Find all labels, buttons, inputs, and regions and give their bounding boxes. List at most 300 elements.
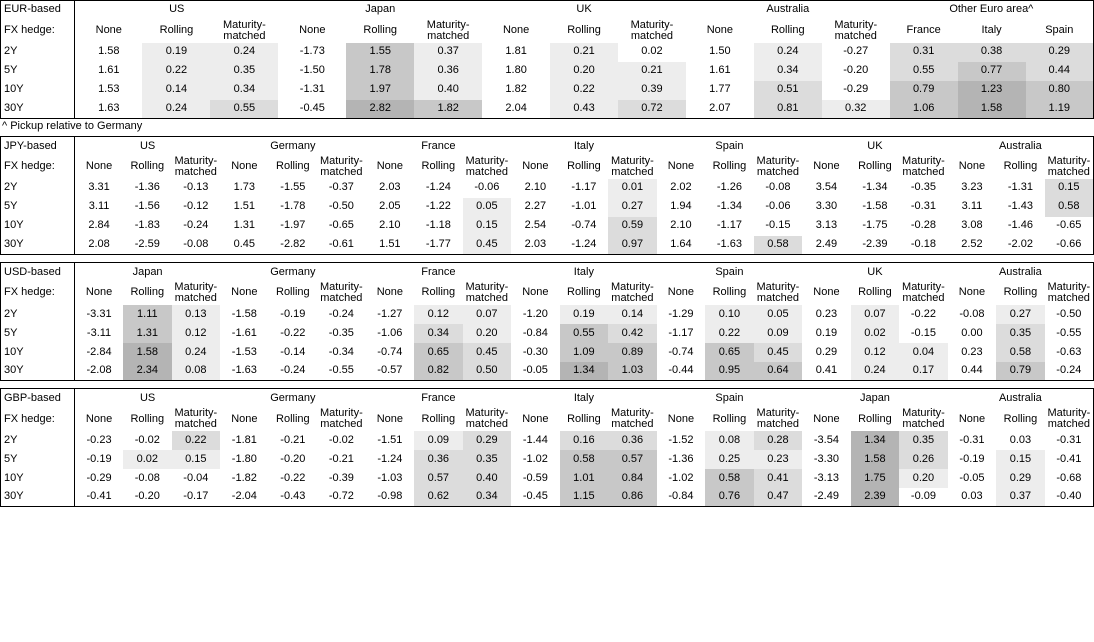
hedge-column-header: Rolling (421, 286, 456, 299)
data-cell: 1.61 (75, 62, 143, 81)
tenor-label: 10Y (1, 469, 75, 488)
hedge-column-header: Rolling (567, 286, 601, 299)
data-cell: 1.09 (560, 343, 609, 362)
data-cell: 0.24 (754, 43, 822, 62)
table-row (1, 431, 1094, 450)
data-cell: 0.44 (948, 362, 997, 381)
data-cell: -0.45 (278, 100, 346, 119)
hedge-column-header: Maturity-matched (902, 154, 945, 179)
data-cell: 0.34 (754, 62, 822, 81)
base-currency-label: EUR-based (1, 1, 75, 20)
data-cell: 1.19 (1026, 100, 1094, 119)
data-cell: -1.20 (511, 305, 560, 324)
data-cell: 0.47 (754, 488, 803, 507)
market-group-header: Japan (859, 391, 890, 404)
data-cell: -0.31 (1045, 431, 1094, 450)
data-cell: -0.06 (754, 198, 803, 217)
tenor-label: 30Y (1, 100, 75, 119)
data-cell: 0.36 (608, 431, 657, 450)
market-group-header: Spain (715, 139, 744, 152)
hedge-column-header: None (376, 412, 403, 425)
tenor-label: 5Y (1, 324, 75, 343)
data-cell: 0.95 (705, 362, 754, 381)
data-cell: -1.61 (220, 324, 269, 343)
hedge-column-header: None (958, 412, 986, 425)
data-cell: 2.39 (851, 488, 900, 507)
data-cell: -1.31 (996, 179, 1045, 198)
data-cell: -0.22 (899, 305, 948, 324)
data-cell: 0.34 (210, 81, 278, 100)
data-cell: -0.12 (172, 198, 221, 217)
table-row (1, 488, 1094, 507)
table-row (1, 198, 1094, 217)
data-cell: 0.50 (463, 362, 512, 381)
data-cell: -1.34 (851, 179, 900, 198)
data-cell: -0.21 (269, 431, 318, 450)
data-cell: 0.58 (754, 236, 803, 255)
data-cell: 0.23 (754, 450, 803, 469)
data-cell: -0.37 (317, 179, 366, 198)
hedge-column-header: Maturity-matched (465, 154, 509, 179)
market-group-header: Germany (270, 265, 316, 278)
data-cell: 0.27 (608, 198, 657, 217)
data-cell: -1.18 (414, 217, 463, 236)
data-cell: -3.11 (75, 324, 124, 343)
hedge-column-header: Maturity-matched (1047, 154, 1091, 179)
data-cell: -0.40 (1045, 488, 1094, 507)
hedge-column-header: None (667, 286, 695, 299)
data-cell: -0.29 (822, 81, 890, 100)
data-cell: -1.77 (414, 236, 463, 255)
hedge-column-header: Maturity-matched (902, 406, 945, 431)
market-group-header: France (421, 139, 456, 152)
data-cell: 2.03 (366, 179, 415, 198)
data-cell: 0.12 (851, 343, 900, 362)
data-cell: 0.55 (560, 324, 609, 343)
data-cell: 0.44 (1026, 62, 1094, 81)
data-cell: -0.24 (269, 362, 318, 381)
data-cell: 0.19 (802, 324, 851, 343)
data-cell: 2.10 (366, 217, 415, 236)
data-cell: -1.80 (220, 450, 269, 469)
hedge-column-header: None (231, 160, 258, 173)
data-cell: -0.08 (123, 469, 172, 488)
data-cell: 1.58 (958, 100, 1026, 119)
hedge-column-header: None (706, 24, 734, 37)
data-cell: -0.02 (317, 431, 366, 450)
data-cell: -3.31 (75, 305, 124, 324)
hedge-column-header: Rolling (712, 412, 747, 425)
data-cell: -0.08 (754, 179, 803, 198)
data-cell: -1.73 (278, 43, 346, 62)
hedge-column-header: None (376, 160, 403, 173)
fx-hedge-label: FX hedge: (1, 408, 75, 431)
data-cell: -1.50 (278, 62, 346, 81)
data-cell: 2.03 (511, 236, 560, 255)
data-cell: 1.61 (686, 62, 754, 81)
data-cell: 0.01 (608, 179, 657, 198)
data-cell: -1.58 (220, 305, 269, 324)
data-cell: 1.58 (851, 450, 900, 469)
market-group-header: US (139, 391, 156, 404)
data-cell: 0.35 (996, 324, 1045, 343)
tenor-label: 5Y (1, 198, 75, 217)
data-cell: 0.09 (414, 431, 463, 450)
data-cell: -1.43 (996, 198, 1045, 217)
tenor-label: 2Y (1, 179, 75, 198)
hedge-column-header: None (813, 412, 840, 425)
data-cell: 0.39 (618, 81, 686, 100)
data-cell: 0.29 (996, 469, 1045, 488)
data-cell: -0.61 (317, 236, 366, 255)
hedge-column-header: None (522, 412, 549, 425)
data-cell: 0.10 (705, 305, 754, 324)
fx-hedge-label: FX hedge: (1, 282, 75, 305)
data-cell: 1.73 (220, 179, 269, 198)
table-row (1, 43, 1094, 62)
data-cell: -2.04 (220, 488, 269, 507)
data-cell: 0.40 (414, 81, 482, 100)
data-cell: 2.10 (657, 217, 706, 236)
data-cell: 0.79 (996, 362, 1045, 381)
data-cell: 0.29 (1026, 43, 1094, 62)
data-cell: 1.82 (414, 100, 482, 119)
data-cell: -2.84 (75, 343, 124, 362)
hedge-column-header: Spain (1045, 24, 1074, 37)
market-group-header: France (421, 265, 456, 278)
data-cell: 0.20 (463, 324, 512, 343)
table-row (1, 236, 1094, 255)
data-cell: -1.82 (220, 469, 269, 488)
data-cell: 0.79 (890, 81, 958, 100)
data-cell: -0.15 (899, 324, 948, 343)
data-cell: 1.64 (657, 236, 706, 255)
data-cell: -3.30 (802, 450, 851, 469)
data-cell: -0.66 (1045, 236, 1094, 255)
market-group-header: Germany (270, 391, 316, 404)
data-cell: -1.29 (657, 305, 706, 324)
data-cell: 0.25 (705, 450, 754, 469)
data-cell: 0.22 (550, 81, 618, 100)
data-cell: 0.02 (618, 43, 686, 62)
tenor-label: 5Y (1, 62, 75, 81)
hedge-column-header: None (502, 24, 530, 37)
data-cell: 0.16 (560, 431, 609, 450)
market-group-header: Japan (365, 3, 396, 16)
data-cell: 0.03 (948, 488, 997, 507)
data-cell: 0.45 (754, 343, 803, 362)
data-cell: -0.20 (822, 62, 890, 81)
data-cell: -0.24 (1045, 362, 1094, 381)
hedge-column-header: Rolling (712, 160, 747, 173)
hedge-column-header: Rolling (770, 24, 805, 37)
data-cell: -0.84 (657, 488, 706, 507)
data-cell: 0.26 (899, 450, 948, 469)
tenor-label: 10Y (1, 343, 75, 362)
data-cell: 0.02 (123, 450, 172, 469)
market-group-header: Australia (998, 265, 1042, 278)
data-cell: 0.89 (608, 343, 657, 362)
data-cell: -0.31 (948, 431, 997, 450)
data-cell: 1.53 (75, 81, 143, 100)
hedge-column-header: France (906, 24, 941, 37)
data-cell: -0.05 (948, 469, 997, 488)
data-cell: 0.29 (802, 343, 851, 362)
data-cell: 0.21 (550, 43, 618, 62)
data-cell: -2.49 (802, 488, 851, 507)
data-cell: 0.08 (172, 362, 221, 381)
table-row (1, 450, 1094, 469)
data-cell: 1.34 (560, 362, 609, 381)
data-cell: 0.31 (890, 43, 958, 62)
data-cell: 2.84 (75, 217, 124, 236)
data-cell: 3.30 (802, 198, 851, 217)
data-cell: 2.54 (511, 217, 560, 236)
hedge-column-header: Rolling (712, 286, 747, 299)
hedge-column-header: Rolling (421, 160, 456, 173)
data-cell: -2.59 (123, 236, 172, 255)
data-cell: 0.32 (822, 100, 890, 119)
data-cell: -0.27 (822, 43, 890, 62)
data-cell: -0.28 (899, 217, 948, 236)
table-row (1, 100, 1094, 119)
data-cell: 0.36 (414, 450, 463, 469)
table-spacer (0, 255, 1094, 262)
data-cell: -0.50 (317, 198, 366, 217)
data-cell: -0.34 (317, 343, 366, 362)
data-cell: 0.15 (996, 450, 1045, 469)
data-cell: -0.05 (511, 362, 560, 381)
data-cell: 0.72 (618, 100, 686, 119)
data-cell: -0.41 (75, 488, 124, 507)
hedge-column-header: Rolling (276, 286, 310, 299)
data-cell: -1.56 (123, 198, 172, 217)
data-cell: -1.31 (278, 81, 346, 100)
hedge-column-header: Rolling (130, 286, 165, 299)
data-cell: -0.22 (269, 324, 318, 343)
hedge-column-header: Rolling (858, 286, 892, 299)
data-cell: 0.02 (851, 324, 900, 343)
fx-hedge-label: FX hedge: (1, 156, 75, 179)
data-cell: 2.05 (366, 198, 415, 217)
data-cell: 0.22 (705, 324, 754, 343)
data-cell: 0.57 (608, 450, 657, 469)
data-cell: 0.13 (172, 305, 221, 324)
hedge-column-header: Rolling (567, 412, 601, 425)
data-cell: -0.09 (899, 488, 948, 507)
market-group-header: Australia (998, 139, 1042, 152)
data-cell: 0.12 (414, 305, 463, 324)
data-cell: -0.20 (269, 450, 318, 469)
data-cell: 0.14 (142, 81, 210, 100)
data-cell: 1.23 (958, 81, 1026, 100)
data-cell: 0.37 (996, 488, 1045, 507)
hedge-column-header: Maturity-matched (174, 154, 218, 179)
fx-hedging-table (0, 388, 1094, 507)
data-cell: -1.03 (366, 469, 415, 488)
data-cell: 0.45 (220, 236, 269, 255)
data-cell: 0.58 (1045, 198, 1094, 217)
data-cell: 0.24 (851, 362, 900, 381)
data-cell: -1.53 (220, 343, 269, 362)
data-cell: -0.41 (1045, 450, 1094, 469)
data-cell: -1.01 (560, 198, 609, 217)
data-cell: -0.72 (317, 488, 366, 507)
hedge-column-header: None (231, 412, 258, 425)
hedge-column-header: None (522, 286, 549, 299)
data-cell: -2.02 (996, 236, 1045, 255)
data-cell: -0.84 (511, 324, 560, 343)
data-cell: -2.82 (269, 236, 318, 255)
hedge-column-header: Rolling (130, 412, 165, 425)
data-cell: 0.55 (210, 100, 278, 119)
data-cell: 1.75 (851, 469, 900, 488)
data-cell: 0.29 (463, 431, 512, 450)
data-cell: -0.98 (366, 488, 415, 507)
data-cell: 0.65 (414, 343, 463, 362)
data-cell: 0.34 (463, 488, 512, 507)
hedge-column-header: None (299, 24, 326, 37)
data-cell: 0.15 (463, 217, 512, 236)
hedge-column-header: Maturity-matched (174, 280, 218, 305)
table-row (1, 343, 1094, 362)
data-cell: 0.97 (608, 236, 657, 255)
data-cell: -0.35 (317, 324, 366, 343)
tenor-label: 30Y (1, 236, 75, 255)
data-cell: -1.44 (511, 431, 560, 450)
data-cell: 1.77 (686, 81, 754, 100)
data-cell: -0.55 (317, 362, 366, 381)
data-cell: 1.94 (657, 198, 706, 217)
market-group-header: Australia (766, 3, 810, 16)
data-cell: -0.30 (511, 343, 560, 362)
hedge-column-header: Rolling (567, 160, 601, 173)
hedge-column-header: Maturity-matched (756, 406, 800, 431)
data-cell: -0.22 (269, 469, 318, 488)
hedge-column-header: None (813, 160, 840, 173)
hedge-column-header: Maturity-matched (319, 154, 363, 179)
data-cell: -1.78 (269, 198, 318, 217)
data-cell: 2.02 (657, 179, 706, 198)
hedge-column-header: Rolling (159, 24, 194, 37)
data-cell: 0.41 (754, 469, 803, 488)
data-cell: 1.63 (75, 100, 143, 119)
data-cell: 1.51 (366, 236, 415, 255)
hedge-column-header: None (85, 412, 113, 425)
data-cell: 1.58 (75, 43, 143, 62)
data-cell: 0.77 (958, 62, 1026, 81)
data-cell: -0.08 (948, 305, 997, 324)
data-cell: -0.50 (1045, 305, 1094, 324)
data-cell: 1.01 (560, 469, 609, 488)
data-cell: 2.52 (948, 236, 997, 255)
data-cell: 0.19 (142, 43, 210, 62)
data-cell: -3.13 (802, 469, 851, 488)
data-cell: 0.04 (899, 343, 948, 362)
data-cell: -1.06 (366, 324, 415, 343)
hedge-column-header: None (813, 286, 840, 299)
data-cell: -1.58 (851, 198, 900, 217)
hedge-column-header: None (95, 24, 122, 37)
data-cell: 2.04 (482, 100, 550, 119)
hedge-column-header: Maturity-matched (174, 406, 218, 431)
data-cell: -0.04 (172, 469, 221, 488)
data-cell: -0.13 (172, 179, 221, 198)
data-cell: -0.65 (317, 217, 366, 236)
data-cell: -1.75 (851, 217, 900, 236)
data-cell: 3.54 (802, 179, 851, 198)
fx-hedging-table (0, 136, 1094, 255)
data-cell: 1.78 (346, 62, 414, 81)
data-cell: 0.12 (172, 324, 221, 343)
data-cell: 0.59 (608, 217, 657, 236)
hedge-column-header: None (522, 160, 549, 173)
data-cell: -0.59 (511, 469, 560, 488)
data-cell: 0.00 (948, 324, 997, 343)
data-cell: -0.45 (511, 488, 560, 507)
data-cell: 0.65 (705, 343, 754, 362)
hedge-column-header: Rolling (130, 160, 165, 173)
fx-hedging-table (0, 262, 1094, 381)
data-cell: 1.03 (608, 362, 657, 381)
market-group-header: US (169, 3, 185, 16)
data-cell: 2.10 (511, 179, 560, 198)
table-spacer (0, 381, 1094, 388)
hedge-column-header: Rolling (567, 24, 601, 37)
market-group-header: UK (576, 3, 592, 16)
base-currency-label: GBP-based (1, 389, 75, 408)
data-cell: 1.11 (123, 305, 172, 324)
data-cell: 3.23 (948, 179, 997, 198)
data-cell: -1.46 (996, 217, 1045, 236)
data-cell: 2.07 (686, 100, 754, 119)
market-group-header: Other Euro area^ (949, 3, 1034, 16)
data-cell: -0.74 (657, 343, 706, 362)
data-cell: -0.44 (657, 362, 706, 381)
data-cell: 0.08 (705, 431, 754, 450)
data-cell: -1.24 (366, 450, 415, 469)
data-cell: 0.21 (618, 62, 686, 81)
data-cell: -0.24 (317, 305, 366, 324)
data-cell: 0.51 (754, 81, 822, 100)
market-group-header: Spain (715, 265, 744, 278)
hedge-column-header: None (958, 286, 986, 299)
data-cell: -0.06 (463, 179, 512, 198)
market-group-header: Germany (270, 139, 316, 152)
data-cell: 0.24 (172, 343, 221, 362)
data-cell: 0.86 (608, 488, 657, 507)
data-cell: 0.36 (414, 62, 482, 81)
base-currency-label: JPY-based (1, 137, 75, 156)
data-cell: 2.27 (511, 198, 560, 217)
hedge-column-header: None (667, 160, 695, 173)
data-cell: 2.82 (346, 100, 414, 119)
data-cell: 1.06 (890, 100, 958, 119)
data-cell: 2.49 (802, 236, 851, 255)
data-cell: -0.63 (1045, 343, 1094, 362)
tenor-label: 2Y (1, 43, 75, 62)
data-cell: -0.19 (75, 450, 124, 469)
hedge-column-header: None (231, 286, 258, 299)
data-cell: 2.34 (123, 362, 172, 381)
data-cell: 0.81 (754, 100, 822, 119)
hedge-column-header: None (85, 160, 113, 173)
market-group-header: Italy (573, 139, 594, 152)
data-cell: -3.54 (802, 431, 851, 450)
data-cell: 0.84 (608, 469, 657, 488)
fx-hedge-label: FX hedge: (1, 20, 75, 43)
hedge-column-header: Maturity-matched (465, 280, 509, 305)
